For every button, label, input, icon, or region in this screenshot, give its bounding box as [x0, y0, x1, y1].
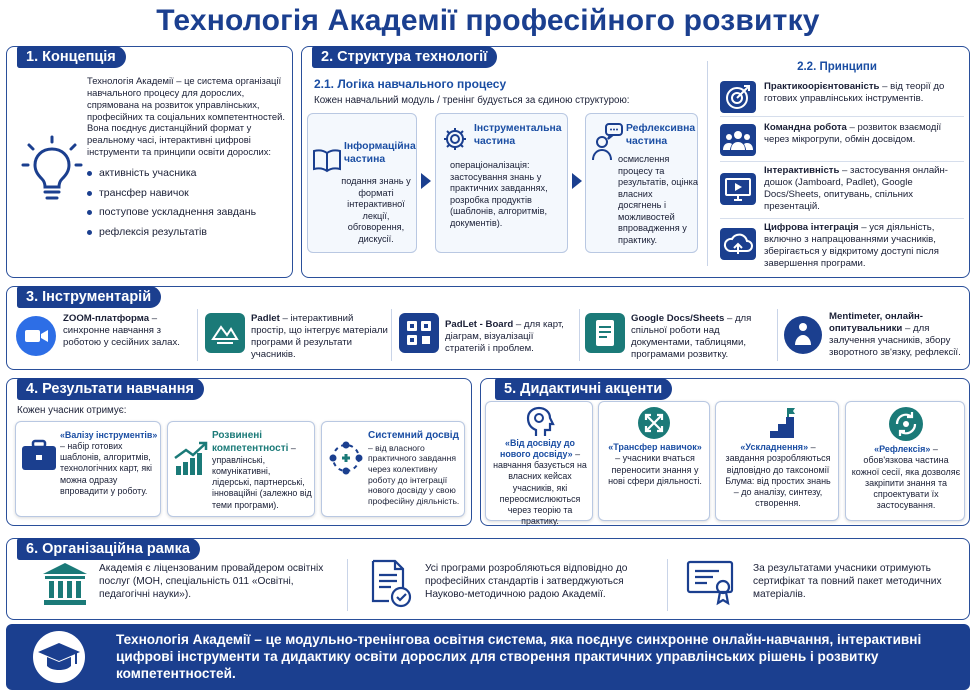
open-book-icon	[312, 148, 342, 174]
result-card	[15, 421, 161, 517]
flow-arrow-icon	[421, 173, 431, 189]
organization-tag: 6. Організаційна рамка	[17, 538, 200, 560]
institution-icon	[41, 561, 89, 607]
result-title: Розвинені компетентності	[212, 430, 289, 454]
bullet-item: поступове ускладнення завдань	[87, 206, 287, 219]
tool-item	[15, 311, 195, 365]
result-card	[167, 421, 315, 517]
structure-panel	[301, 46, 970, 278]
result-title: «Валізу інструментів»	[60, 430, 158, 440]
principle-text: – від теорії до готових управлінських інструментів.	[764, 81, 945, 105]
reflective-part-text: осмислення процесу та результатів, оцінка власних досягнень і можливостей впровадження у практику.	[618, 154, 699, 245]
principle-text: – розвиток взаємодії через мікрогрупи, обмін досвідом.	[764, 122, 942, 146]
reflective-part-title: Рефлексивна частина	[626, 123, 696, 147]
stairs-flag-icon	[760, 406, 796, 440]
document-icon	[585, 313, 625, 353]
tools-panel	[6, 286, 970, 370]
didactic-title: «Рефлексія»	[874, 444, 931, 454]
concept-tag: 1. Концепція	[17, 46, 126, 68]
tool-item	[205, 311, 391, 365]
tools-tag: 3. Інструментарій	[17, 286, 161, 308]
instrumental-part-title: Інструментальна частина	[474, 123, 562, 147]
lightbulb-icon	[21, 135, 83, 205]
tool-item	[399, 311, 577, 365]
gear-icon	[442, 126, 468, 152]
didactic-card	[485, 401, 593, 526]
principle-item	[720, 120, 964, 162]
tool-text: – для спільної роботи над документами, таблицями, програмами розвитку.	[631, 313, 752, 361]
board-icon	[399, 313, 439, 353]
tool-title: Padlet	[251, 313, 280, 324]
bullet-item: активність учасника	[87, 167, 287, 180]
principle-title: Командна робота	[764, 122, 847, 133]
org-text: Усі програми розробляються відповідно до професійних стандартів і затверджуються Науково-методичною радою Академії.	[425, 563, 628, 600]
didactic-panel	[480, 378, 970, 526]
result-text: – набір готових шаблонів, алгоритмів, технологічних карт, які можна одразу впровадити у роботу.	[60, 441, 153, 496]
video-camera-icon	[15, 315, 57, 357]
didactic-card	[845, 401, 965, 521]
tool-item	[585, 311, 775, 365]
page-title: Технологія Академії професійного розвитку	[156, 4, 820, 37]
tool-text: – інтерактивний простір, що інтегрує матеріали програми й результати учасників.	[251, 313, 388, 361]
logic-intro: Кожен навчальний модуль / тренінг будується за єдиною структурою:	[314, 95, 630, 106]
principle-item	[720, 165, 964, 219]
logic-subtitle: 2.1. Логіка навчального процесу	[314, 77, 507, 91]
concept-text: Технологія Академії – це система організації навчального процесу для дорослих, спрямована на розвиток управлінських, професійних та соціальних компетентностей. Вона поєднує дистанційний формат у реальному часі, інтерактивні цифрові інструменти та принципи освіти дорослих:	[87, 75, 285, 158]
growth-chart-icon	[172, 440, 210, 478]
team-icon	[720, 124, 756, 156]
info-part-text: подання знань у форматі інтерактивної лекції, обговорення, дискусії.	[341, 176, 411, 244]
didactic-text: – завдання розробляються відповідно до таксономії Блума: від простих знань – до аналізу, синтезу, створення.	[725, 442, 831, 509]
results-tag: 4. Результати навчання	[17, 378, 204, 400]
reflective-part-card	[585, 113, 698, 253]
tool-title: PadLet - Board	[445, 319, 514, 330]
tool-text: – для карт, діаграм, візуалізації стратегій і проблем.	[445, 319, 564, 355]
principle-item	[720, 79, 964, 117]
tool-text: – синхронне навчання з роботою у сесійних залах.	[63, 313, 180, 349]
target-icon	[720, 81, 756, 113]
flow-arrow-icon	[572, 173, 582, 189]
tool-text: – для залучення учасників, збору зворотного зв'язку, рефлексії.	[829, 323, 961, 359]
summary-text: Технологія Академії – це модульно-тренінгова освітня система, яка поєднує синхронне онлайн-навчання, інтерактивні цифрові інструменти та дидактику освіти дорослих для створення практичних управлінських рішень і розвитку компетентностей.	[116, 632, 922, 682]
instrumental-part-text: операціоналізація: застосування знань у практичних завданнях, розробка продуктів (шаблонів, алгоритмів, документів).	[450, 160, 548, 228]
bullet-item: трансфер навичок	[87, 187, 287, 200]
tool-item	[783, 311, 965, 367]
result-text: – управлінські, комунікативні, лідерські, партнерські, інноваційні (залежно від теми програми).	[212, 442, 312, 510]
padlet-icon	[205, 313, 245, 353]
concept-bullets	[87, 167, 287, 245]
certificate-icon	[685, 559, 739, 607]
principle-title: Інтерактивність	[764, 165, 840, 176]
monitor-icon	[720, 173, 756, 205]
reflection-icon	[888, 406, 924, 442]
cloud-icon	[720, 228, 756, 260]
didactic-card	[715, 401, 839, 521]
result-text: – від власного практичного завдання через колективну роботу до інтеграції нового досвіду у свою професійну діяльність.	[368, 442, 460, 507]
expand-arrows-icon	[637, 406, 671, 440]
didactic-tag: 5. Дидактичні акценти	[495, 378, 672, 400]
graduation-cap-icon	[32, 630, 86, 684]
org-text: За результатами учасники отримують сертифікат та повний пакет методичних матеріалів.	[753, 563, 942, 600]
principles-title: 2.2. Принципи	[797, 61, 877, 73]
summary-banner	[6, 624, 970, 690]
structure-tag: 2. Структура технології	[312, 46, 497, 68]
results-intro: Кожен учасник отримує:	[17, 405, 127, 416]
instrumental-part-card	[435, 113, 568, 253]
briefcase-icon	[20, 438, 58, 474]
tool-title: ZOOM-платформа	[63, 313, 150, 324]
bullet-item: рефлексія результатів	[87, 226, 287, 239]
didactic-card	[598, 401, 710, 521]
concept-panel	[6, 46, 293, 278]
principle-text: – уся діяльність, включно з напрацюваннями учасників, зберігається у відкритому доступі після завершення програми.	[764, 222, 939, 270]
principle-item	[720, 222, 964, 274]
principle-title: Практикоорієнтованість	[764, 81, 880, 92]
didactic-text: – учасники вчаться переносити знання у нові сфери діяльності.	[608, 453, 702, 486]
principle-text: – застосування онлайн-дошок (Jamboard, Padlet), Google Docs/Sheets, опитувань, спільних презентацій.	[764, 165, 949, 213]
didactic-title: «Трансфер навичок»	[608, 442, 702, 452]
network-icon	[326, 438, 366, 478]
didactic-text: – обов'язкова частина кожної сесії, яка дозволяє закріпити знання та спроектувати їх застосування.	[851, 444, 961, 511]
info-part-card	[307, 113, 417, 253]
org-text: Академія є ліцензованим провайдером освітніх послуг (МОН, спеціальність 011 «Освітні, педагогічні науки»).	[99, 563, 324, 600]
head-gear-icon	[522, 406, 556, 438]
tool-title: Mentimeter, онлайн-опитувальники	[829, 311, 923, 335]
didactic-title: «Від досвіду до нового досвіду»	[499, 438, 575, 460]
result-title: Системний досвід	[368, 430, 459, 441]
didactic-text: – навчання базується на власних кейсах учасників, які переосмислюються через теорію та практику.	[493, 449, 587, 526]
organization-panel	[6, 538, 970, 620]
tool-title: Google Docs/Sheets	[631, 313, 725, 324]
approved-document-icon	[369, 557, 413, 609]
info-part-title: Інформаційна частина	[344, 141, 416, 165]
results-panel	[6, 378, 472, 526]
poll-icon	[783, 315, 823, 355]
principle-title: Цифрова інтеграція	[764, 222, 859, 233]
result-card	[321, 421, 465, 517]
didactic-title: «Ускладнення»	[740, 442, 809, 452]
